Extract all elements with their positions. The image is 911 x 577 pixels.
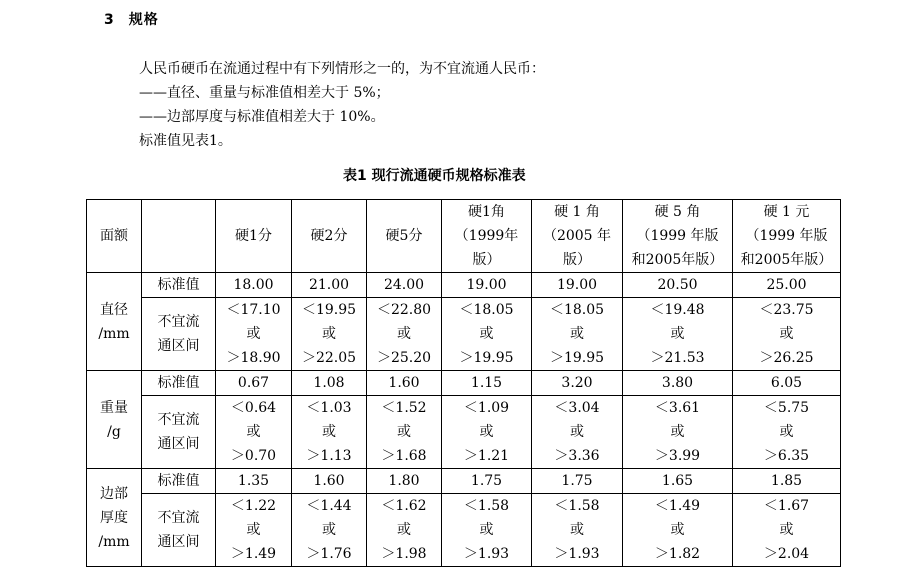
standard-value: 1.85 — [733, 469, 841, 494]
unfit-range — [216, 298, 292, 371]
unfit-range — [623, 396, 733, 469]
standard-value: 3.80 — [623, 371, 733, 396]
range-low: ＜1.67 — [763, 498, 810, 514]
unfit-range — [292, 298, 367, 371]
column-header-line: 硬2分 — [310, 228, 348, 244]
standard-label: 标准值 — [142, 273, 216, 298]
range-low: ＜18.05 — [549, 302, 605, 318]
unfit-range — [292, 494, 367, 567]
unfit-range — [733, 494, 841, 567]
standard-value: 24.00 — [367, 273, 442, 298]
unfit-label — [142, 396, 216, 469]
unfit-label-line: 通区间 — [157, 436, 200, 452]
header-blank — [142, 200, 216, 273]
unfit-label-line: 通区间 — [157, 338, 200, 354]
range-high: ＞21.53 — [650, 350, 705, 366]
standard-value: 18.00 — [216, 273, 292, 298]
standard-value: 1.15 — [442, 371, 532, 396]
column-header — [292, 200, 367, 273]
range-high: ＞1.93 — [463, 546, 510, 562]
range-or: 或 — [570, 424, 584, 440]
unfit-range — [733, 298, 841, 371]
range-or: 或 — [322, 424, 336, 440]
column-header-line: （1999年 — [454, 228, 519, 244]
standard-value: 25.00 — [733, 273, 841, 298]
range-or: 或 — [397, 424, 411, 440]
standard-value: 1.75 — [532, 469, 623, 494]
range-low: ＜23.75 — [759, 302, 814, 318]
range-low: ＜3.61 — [654, 400, 701, 416]
range-or: 或 — [397, 326, 411, 342]
range-high: ＞2.04 — [763, 546, 810, 562]
standard-row — [87, 273, 841, 298]
unfit-label-line: 通区间 — [157, 534, 200, 550]
range-low: ＜0.64 — [230, 400, 277, 416]
standard-value: 1.75 — [442, 469, 532, 494]
unfit-range — [442, 396, 532, 469]
range-low: ＜18.05 — [459, 302, 514, 318]
range-low: ＜5.75 — [763, 400, 810, 416]
range-low: ＜1.03 — [306, 400, 352, 416]
standard-value: 1.80 — [367, 469, 442, 494]
range-high: ＞22.05 — [301, 350, 357, 366]
standard-value: 21.00 — [292, 273, 367, 298]
range-high: ＞18.90 — [226, 350, 281, 366]
range-low: ＜19.95 — [301, 302, 357, 318]
header-row — [87, 200, 841, 273]
group-name-line: 重量 — [100, 399, 128, 416]
group-name — [87, 469, 142, 567]
range-high: ＞1.82 — [654, 546, 701, 562]
standard-row — [87, 469, 841, 494]
range-low: ＜1.22 — [230, 498, 277, 514]
range-low: ＜1.09 — [463, 400, 510, 416]
column-header — [532, 200, 623, 273]
column-header-line: 硬 1 角 — [554, 204, 600, 220]
range-high: ＞1.68 — [381, 448, 427, 464]
range-or: 或 — [479, 522, 494, 538]
unfit-row — [87, 298, 841, 371]
standard-label: 标准值 — [142, 371, 216, 396]
column-header-line: 和2005年版） — [740, 252, 833, 268]
range-low: ＜1.62 — [381, 498, 427, 514]
standard-value: 20.50 — [623, 273, 733, 298]
section-number: 3 — [104, 12, 115, 28]
column-header-line: 和2005年版） — [631, 252, 724, 268]
range-high: ＞6.35 — [763, 448, 810, 464]
unfit-label — [142, 494, 216, 567]
standard-value: 0.67 — [216, 371, 292, 396]
unfit-label-line: 不宜流 — [157, 510, 200, 526]
column-header-line: 硬1分 — [235, 228, 272, 244]
range-high: ＞25.20 — [376, 350, 432, 366]
range-low: ＜1.44 — [306, 498, 352, 514]
range-or: 或 — [670, 424, 685, 440]
range-or: 或 — [570, 326, 584, 342]
group-name — [87, 371, 142, 469]
spec-table — [86, 199, 841, 567]
column-header-line: （1999 年版 — [636, 228, 719, 244]
range-high: ＞3.36 — [554, 448, 600, 464]
range-or: 或 — [246, 326, 261, 342]
unfit-label — [142, 298, 216, 371]
unfit-label-line: 不宜流 — [157, 412, 200, 428]
column-header-line: 硬 1 元 — [763, 204, 810, 220]
standard-value: 3.20 — [532, 371, 623, 396]
range-high: ＞0.70 — [230, 448, 277, 464]
standard-row — [87, 371, 841, 396]
unfit-range — [216, 396, 292, 469]
range-high: ＞19.95 — [459, 350, 514, 366]
column-header — [216, 200, 292, 273]
unfit-range — [733, 396, 841, 469]
unfit-range — [367, 396, 442, 469]
group-name-line: /mm — [98, 325, 130, 342]
range-high: ＞1.21 — [463, 448, 510, 464]
paragraph-edge-thickness: ——边部厚度与标准值相差大于 10%。 — [139, 109, 385, 125]
unfit-row — [87, 396, 841, 469]
standard-value: 19.00 — [442, 273, 532, 298]
column-header-line: 版） — [472, 252, 501, 268]
unfit-range — [532, 396, 623, 469]
unfit-range — [623, 298, 733, 371]
range-or: 或 — [397, 522, 411, 538]
range-or: 或 — [246, 522, 261, 538]
column-header-line: （1999 年版 — [745, 228, 828, 244]
spec-table-body — [87, 200, 841, 567]
paragraph-intro: 人民币硬币在流通过程中有下列情形之一的，为不宜流通人民币： — [139, 61, 545, 77]
column-header-line: 硬1角 — [468, 204, 505, 220]
range-high: ＞1.13 — [306, 448, 352, 464]
range-high: ＞1.76 — [306, 546, 352, 562]
unfit-range — [367, 298, 442, 371]
corner-label: 面额 — [87, 200, 142, 273]
range-high: ＞1.49 — [230, 546, 277, 562]
unfit-range — [442, 298, 532, 371]
standard-value: 1.60 — [367, 371, 442, 396]
range-low: ＜1.49 — [654, 498, 701, 514]
group-name-line: 厚度 — [100, 509, 128, 526]
unfit-range — [623, 494, 733, 567]
range-or: 或 — [246, 424, 261, 440]
range-high: ＞19.95 — [549, 350, 605, 366]
range-low: ＜22.80 — [376, 302, 432, 318]
range-or: 或 — [322, 522, 336, 538]
range-low: ＜17.10 — [226, 302, 281, 318]
group-name-line: /mm — [98, 533, 130, 550]
range-high: ＞26.25 — [759, 350, 814, 366]
range-or: 或 — [322, 326, 336, 342]
range-or: 或 — [779, 326, 794, 342]
range-high: ＞1.98 — [381, 546, 427, 562]
standard-value: 1.65 — [623, 469, 733, 494]
group-name-line: 直径 — [100, 301, 128, 318]
group-name-line: /g — [107, 423, 121, 440]
paragraph-diameter-weight: ——直径、重量与标准值相差大于 5%； — [139, 85, 390, 101]
range-low: ＜1.58 — [463, 498, 510, 514]
column-header — [733, 200, 841, 273]
range-or: 或 — [670, 522, 685, 538]
section-heading — [104, 9, 159, 29]
table-caption-text: 表1 现行流通硬币规格标准表 — [343, 168, 526, 184]
standard-value: 19.00 — [532, 273, 623, 298]
range-low: ＜19.48 — [650, 302, 705, 318]
column-header-line: （2005 年 — [542, 228, 612, 244]
range-high: ＞1.93 — [554, 546, 600, 562]
group-name-line: 边部 — [100, 485, 128, 502]
unfit-range — [532, 494, 623, 567]
column-header-line: 版） — [563, 252, 591, 268]
range-low: ＜3.04 — [554, 400, 600, 416]
range-or: 或 — [570, 522, 584, 538]
unfit-range — [367, 494, 442, 567]
range-or: 或 — [779, 424, 794, 440]
unfit-range — [292, 396, 367, 469]
range-low: ＜1.58 — [554, 498, 600, 514]
standard-value: 6.05 — [733, 371, 841, 396]
unfit-range — [216, 494, 292, 567]
unfit-label-line: 不宜流 — [157, 314, 200, 330]
paragraph-see-table: 标准值见表1。 — [139, 133, 232, 149]
group-name — [87, 273, 142, 371]
range-low: ＜1.52 — [381, 400, 427, 416]
standard-value: 1.08 — [292, 371, 367, 396]
column-header — [367, 200, 442, 273]
range-or: 或 — [779, 522, 794, 538]
column-header-line: 硬5分 — [385, 228, 423, 244]
range-or: 或 — [479, 424, 494, 440]
standard-label: 标准值 — [142, 469, 216, 494]
standard-value: 1.60 — [292, 469, 367, 494]
range-or: 或 — [670, 326, 685, 342]
range-or: 或 — [479, 326, 494, 342]
standard-value: 1.35 — [216, 469, 292, 494]
column-header — [442, 200, 532, 273]
unfit-row — [87, 494, 841, 567]
range-high: ＞3.99 — [654, 448, 701, 464]
column-header — [623, 200, 733, 273]
unfit-range — [442, 494, 532, 567]
unfit-range — [532, 298, 623, 371]
section-title: 规格 — [128, 12, 159, 28]
column-header-line: 硬 5 角 — [654, 204, 701, 220]
